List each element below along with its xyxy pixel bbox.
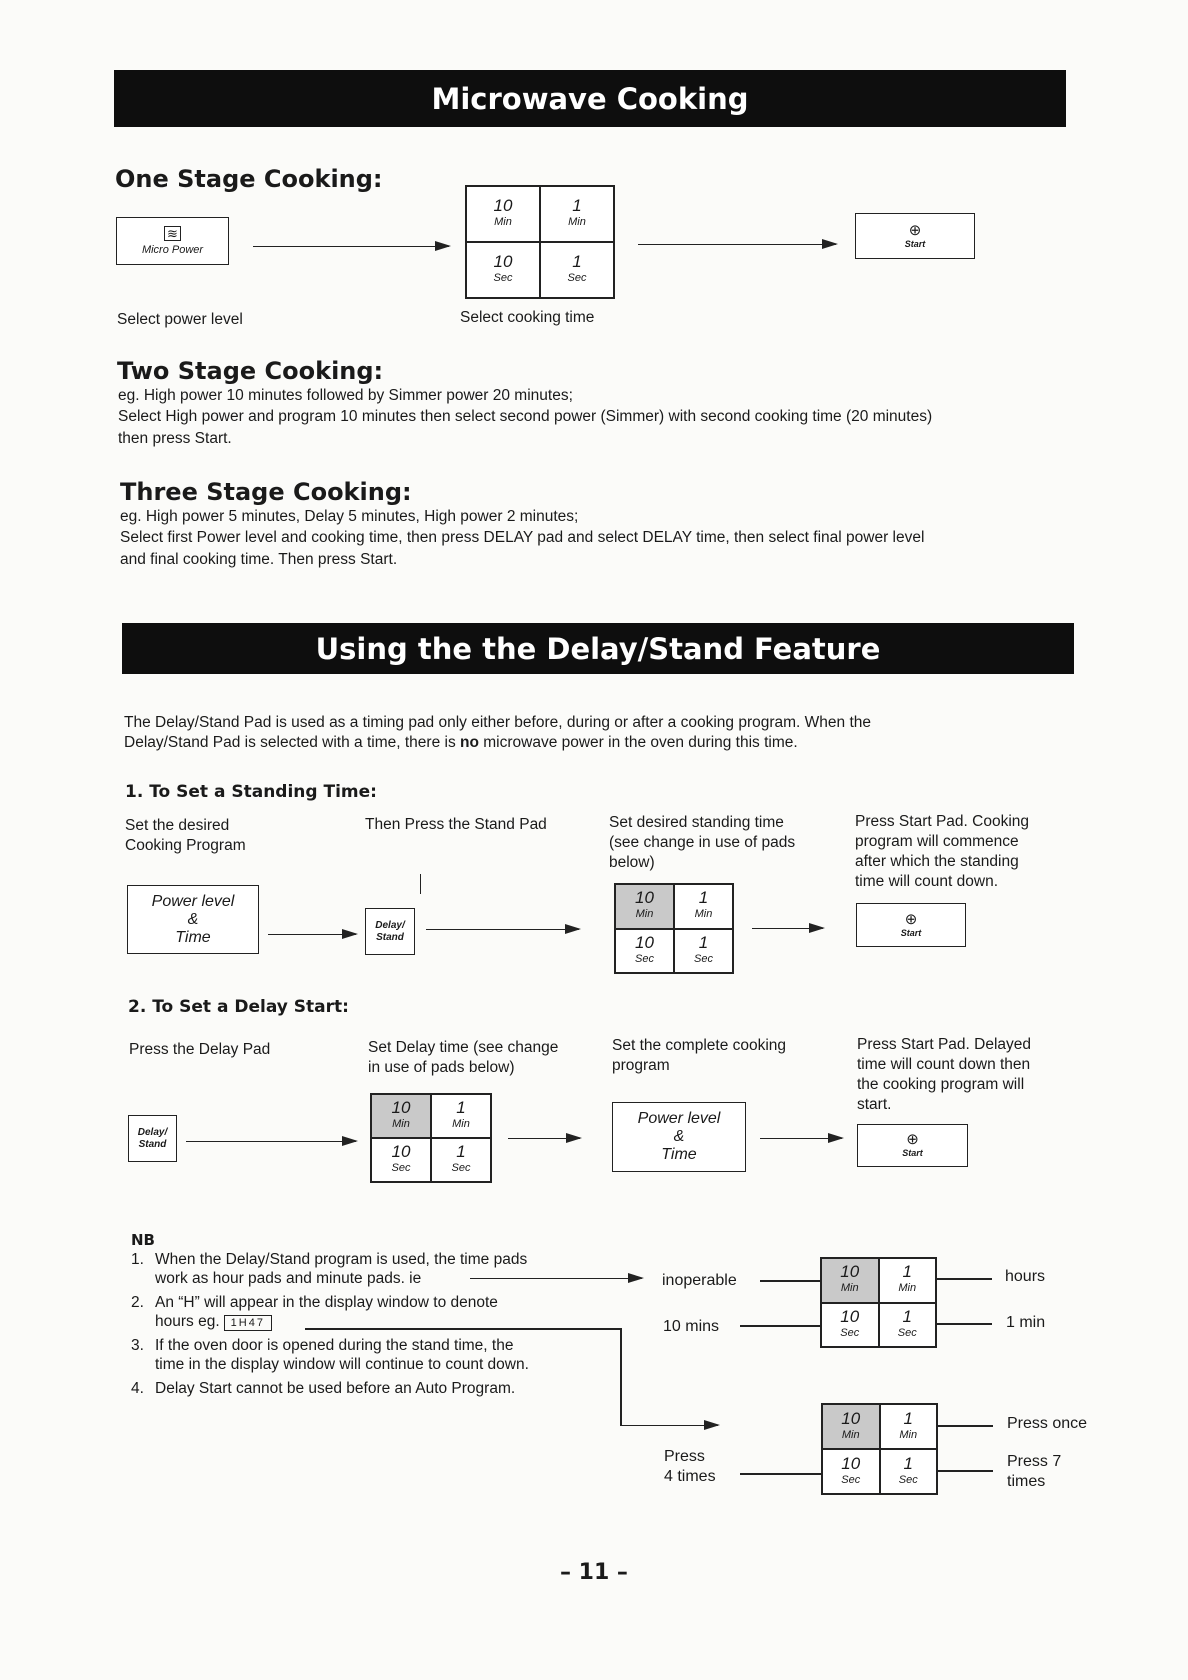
delay-stand-banner bbox=[122, 623, 1074, 674]
delay-start-col1: Press the Delay Pad bbox=[129, 1041, 271, 1058]
time-pads bbox=[370, 1093, 492, 1183]
delay-start-col2: Set Delay time (see change in use of pads below) bbox=[368, 1039, 559, 1076]
pad-10-sec: 10 Sec bbox=[821, 1303, 879, 1348]
connector bbox=[740, 1325, 820, 1327]
time-pads bbox=[465, 185, 615, 299]
three-stage-line2: Select first Power level and cooking time, then press DELAY pad and select DELAY time, then select final power level bbox=[120, 529, 925, 546]
one-stage-heading: One Stage Cooking: bbox=[115, 165, 383, 193]
start-icon: ⊕ bbox=[904, 910, 918, 928]
pad-1-min: 1 Min bbox=[674, 884, 733, 929]
nb-title: NB bbox=[131, 1231, 155, 1249]
standing-col3: Set desired standing time (see change in use of pads below) bbox=[609, 814, 796, 871]
intro-line1: The Delay/Stand Pad is used as a timing pad only either before, during or after a cooking program. When the bbox=[124, 714, 872, 731]
start-icon: ⊕ bbox=[908, 221, 922, 239]
arrow bbox=[470, 1278, 642, 1279]
label-hours: hours bbox=[1005, 1268, 1046, 1285]
tick-mark bbox=[420, 874, 421, 894]
arrow bbox=[186, 1141, 356, 1142]
nb-item-4: 4. Delay Start cannot be used before an Auto Program. bbox=[131, 1380, 516, 1397]
intro-line2: Delay/Stand Pad is selected with a time, there is no microwave power in the oven during this time. bbox=[124, 734, 798, 751]
connector bbox=[938, 1470, 993, 1472]
connector bbox=[740, 1473, 821, 1475]
arrow bbox=[426, 929, 579, 930]
pad-1-min: 1 Min bbox=[879, 1258, 937, 1303]
nb-item-2: 2. An “H” will appear in the display window to denote hours eg. 1H47 bbox=[131, 1294, 498, 1330]
pad-10-min: 10 Min bbox=[466, 186, 540, 242]
microwave-cooking-banner bbox=[114, 70, 1066, 127]
label-inoperable: inoperable bbox=[662, 1272, 737, 1289]
pad-1-sec: 1 Sec bbox=[879, 1303, 937, 1348]
pad-1-sec: 1 Sec bbox=[540, 242, 614, 298]
arrow bbox=[752, 928, 823, 929]
connector bbox=[760, 1280, 820, 1282]
connector bbox=[937, 1278, 992, 1280]
display-example: 1H47 bbox=[224, 1315, 272, 1331]
pad-10-min: 10 Min bbox=[821, 1258, 879, 1303]
standing-heading: 1. To Set a Standing Time: bbox=[125, 782, 377, 802]
standing-col2: Then Press the Stand Pad bbox=[365, 816, 547, 833]
two-stage-heading: Two Stage Cooking: bbox=[117, 357, 384, 385]
two-stage-line2: Select High power and program 10 minutes then select second power (Simmer) with second cooking time (20 minutes) bbox=[118, 408, 933, 425]
arrow bbox=[620, 1425, 718, 1426]
start-pad bbox=[855, 213, 975, 259]
arrow bbox=[760, 1138, 842, 1139]
delay-stand-pad: Delay/ Stand bbox=[365, 908, 415, 955]
pad-1-sec: 1 Sec bbox=[880, 1449, 938, 1494]
start-pad: ⊕ Start bbox=[857, 1124, 968, 1167]
banner-title: Using the the Delay/Stand Feature bbox=[315, 631, 881, 666]
delay-stand-pad: Delay/ Stand bbox=[128, 1115, 177, 1162]
time-pads bbox=[614, 883, 734, 974]
pad-1-min: 1 Min bbox=[540, 186, 614, 242]
pad-10-sec: 10 Sec bbox=[615, 929, 674, 974]
delay-start-col3: Set the complete cooking program bbox=[612, 1037, 787, 1074]
banner-title: Microwave Cooking bbox=[431, 81, 749, 116]
caption-time: Select cooking time bbox=[460, 309, 595, 326]
pad-1-min: 1 Min bbox=[880, 1404, 938, 1449]
standing-col1: Set the desired Cooking Program bbox=[125, 817, 246, 854]
label-10-mins: 10 mins bbox=[663, 1318, 720, 1335]
three-stage-heading: Three Stage Cooking: bbox=[120, 478, 412, 506]
delay-start-col4: Press Start Pad. Delayed time will count down then the cooking program will start. bbox=[857, 1036, 1032, 1113]
label-press-7: Press 7 times bbox=[1007, 1453, 1062, 1490]
power-time-box: Power level & Time bbox=[127, 885, 259, 954]
three-stage-line1: eg. High power 5 minutes, Delay 5 minutes, High power 2 minutes; bbox=[120, 508, 579, 525]
label-press-once: Press once bbox=[1007, 1415, 1088, 1432]
micro-power-pad bbox=[116, 217, 229, 265]
pad-10-min: 10 Min bbox=[615, 884, 674, 929]
pad-1-min: 1 Min bbox=[431, 1094, 491, 1138]
label-press-4: Press 4 times bbox=[664, 1448, 716, 1485]
arrow bbox=[638, 244, 836, 245]
connector bbox=[937, 1323, 992, 1325]
pad-1-sec: 1 Sec bbox=[431, 1138, 491, 1182]
connector bbox=[620, 1328, 622, 1425]
two-stage-line3: then press Start. bbox=[118, 430, 232, 447]
arrow bbox=[268, 934, 356, 935]
caption-power: Select power level bbox=[117, 311, 243, 328]
power-time-box: Power level & Time bbox=[612, 1102, 746, 1172]
connector bbox=[305, 1328, 620, 1330]
pad-1-sec: 1 Sec bbox=[674, 929, 733, 974]
time-pads bbox=[820, 1257, 937, 1348]
pad-10-sec: 10 Sec bbox=[466, 242, 540, 298]
micro-power-label: Micro Power bbox=[141, 244, 204, 256]
three-stage-line3: and final cooking time. Then press Start. bbox=[120, 551, 398, 568]
pad-10-sec: 10 Sec bbox=[371, 1138, 431, 1182]
connector bbox=[938, 1425, 993, 1427]
micro-power-icon: ≋ bbox=[164, 226, 181, 241]
start-label: Start bbox=[904, 238, 926, 249]
start-pad: ⊕ Start bbox=[856, 903, 966, 947]
arrow bbox=[508, 1138, 580, 1139]
pad-10-min: 10 Min bbox=[371, 1094, 431, 1138]
page-number: – 11 – bbox=[560, 1560, 628, 1585]
pad-10-sec: 10 Sec bbox=[822, 1449, 880, 1494]
start-icon: ⊕ bbox=[906, 1131, 919, 1148]
delay-start-heading: 2. To Set a Delay Start: bbox=[128, 997, 349, 1017]
pad-10-min: 10 Min bbox=[822, 1404, 880, 1449]
standing-col4: Press Start Pad. Cooking program will commence after which the standing time will count down. bbox=[855, 813, 1030, 890]
nb-item-3: 3. If the oven door is opened during the stand time, the time in the display window will continue to count down. bbox=[131, 1337, 529, 1373]
nb-list bbox=[131, 1250, 611, 1403]
label-1-min: 1 min bbox=[1006, 1314, 1046, 1331]
two-stage-line1: eg. High power 10 minutes followed by Simmer power 20 minutes; bbox=[118, 387, 573, 404]
nb-item-1: 1. When the Delay/Stand program is used, the time pads work as hour pads and minute pads. ie bbox=[131, 1251, 528, 1287]
arrow bbox=[253, 246, 449, 247]
time-pads bbox=[821, 1403, 938, 1495]
